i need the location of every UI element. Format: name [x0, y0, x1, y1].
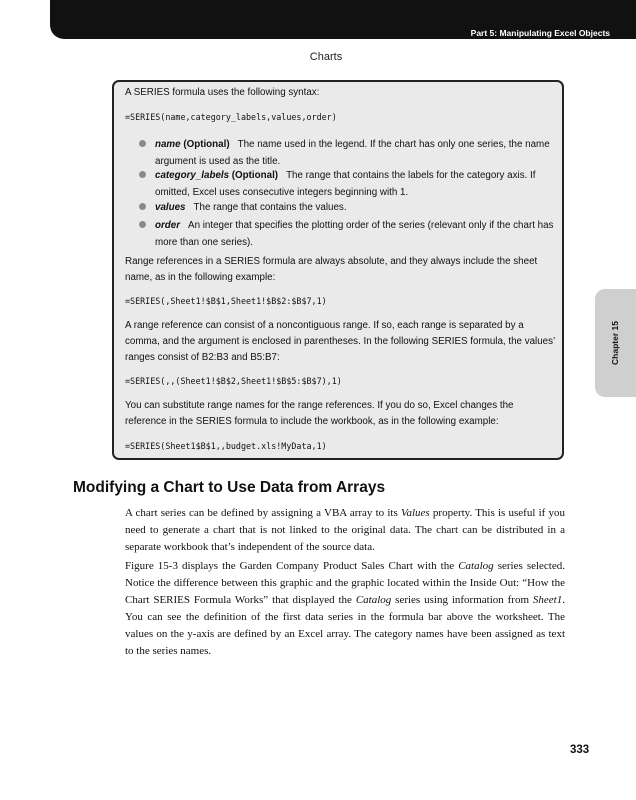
argument-description: The range that contains the labels for the category axis. If omitted, Excel uses consecutive integers beginning with 1.: [155, 170, 536, 198]
syntax-code: =SERIES(name,category_labels,values,order): [125, 112, 337, 122]
sidebar-intro: A SERIES formula uses the following syntax:: [125, 87, 320, 98]
argument-description: The range that contains the values.: [193, 202, 347, 213]
argument-item: [139, 136, 557, 170]
argument-term: values: [155, 202, 186, 213]
argument-item: [139, 167, 557, 201]
argument-description: An integer that specifies the plotting order of the series (relevant only if the chart has more than one series).: [155, 220, 554, 248]
chapter-label: Chapter 15: [610, 321, 620, 365]
argument-item: [139, 199, 557, 216]
bullet-icon: [139, 171, 146, 178]
argument-qualifier: (Optional): [183, 139, 230, 150]
chapter-tab: [595, 289, 636, 397]
argument-qualifier: (Optional): [231, 170, 279, 181]
sidebar-paragraph: Range references in a SERIES formula are always absolute, and they always include the sheet name, as in the following example:: [125, 256, 538, 283]
body-paragraph: A chart series can be defined by assigning a VBA array to its Values property. This is useful if you need to generate a chart that is not linked to the original data. The chart can be distributed in a separate workbook that’s independent of the source data.: [125, 507, 565, 553]
code-example: =SERIES(,,(Sheet1!$B$2,Sheet1!$B$5:$B$7),1): [125, 376, 342, 386]
section-heading: Modifying a Chart to Use Data from Arrays: [73, 479, 386, 496]
argument-item: [139, 217, 557, 251]
page-number: 333: [570, 744, 590, 756]
running-header-title: Part 5: Manipulating Excel Objects: [470, 28, 610, 38]
code-example: =SERIES(,Sheet1!$B$1,Sheet1!$B$2:$B$7,1): [125, 296, 327, 306]
argument-description: The name used in the legend. If the chart has only one series, the name argument is used as the title.: [155, 139, 550, 167]
section-title: Charts: [309, 51, 343, 63]
running-header-bar: [50, 0, 636, 39]
code-example: =SERIES(Sheet1$B$1,,budget.xls!MyData,1): [125, 441, 327, 451]
bullet-icon: [139, 221, 146, 228]
sidebar-paragraph: A range reference can consist of a noncontiguous range. If so, each range is separated by a comma, and the argument is enclosed in parentheses. In the following SERIES formula, the values’ ranges consist of B2:B3 and B5:B7:: [125, 320, 555, 363]
bullet-icon: [139, 203, 146, 210]
body-paragraph: Figure 15-3 displays the Garden Company Product Sales Chart with the Catalog series selected. Notice the difference between this graphic and the graphic located within the Inside Out: “How the Chart SERIES Formula Works” that displayed the Catalog series using information from Sheet1. You can see the definition of the first data series in the formula bar above the worksheet. The values on the y-axis are defined by an Excel array. The category names have been assigned as text to the series names.: [125, 560, 566, 657]
argument-term: name: [155, 139, 181, 150]
argument-term: order: [155, 220, 181, 231]
bullet-icon: [139, 140, 146, 147]
sidebar-paragraph: You can substitute range names for the range references. If you do so, Excel changes the reference in the SERIES formula to include the workbook, as in the following example:: [125, 400, 514, 427]
argument-term: category_labels: [155, 170, 230, 181]
